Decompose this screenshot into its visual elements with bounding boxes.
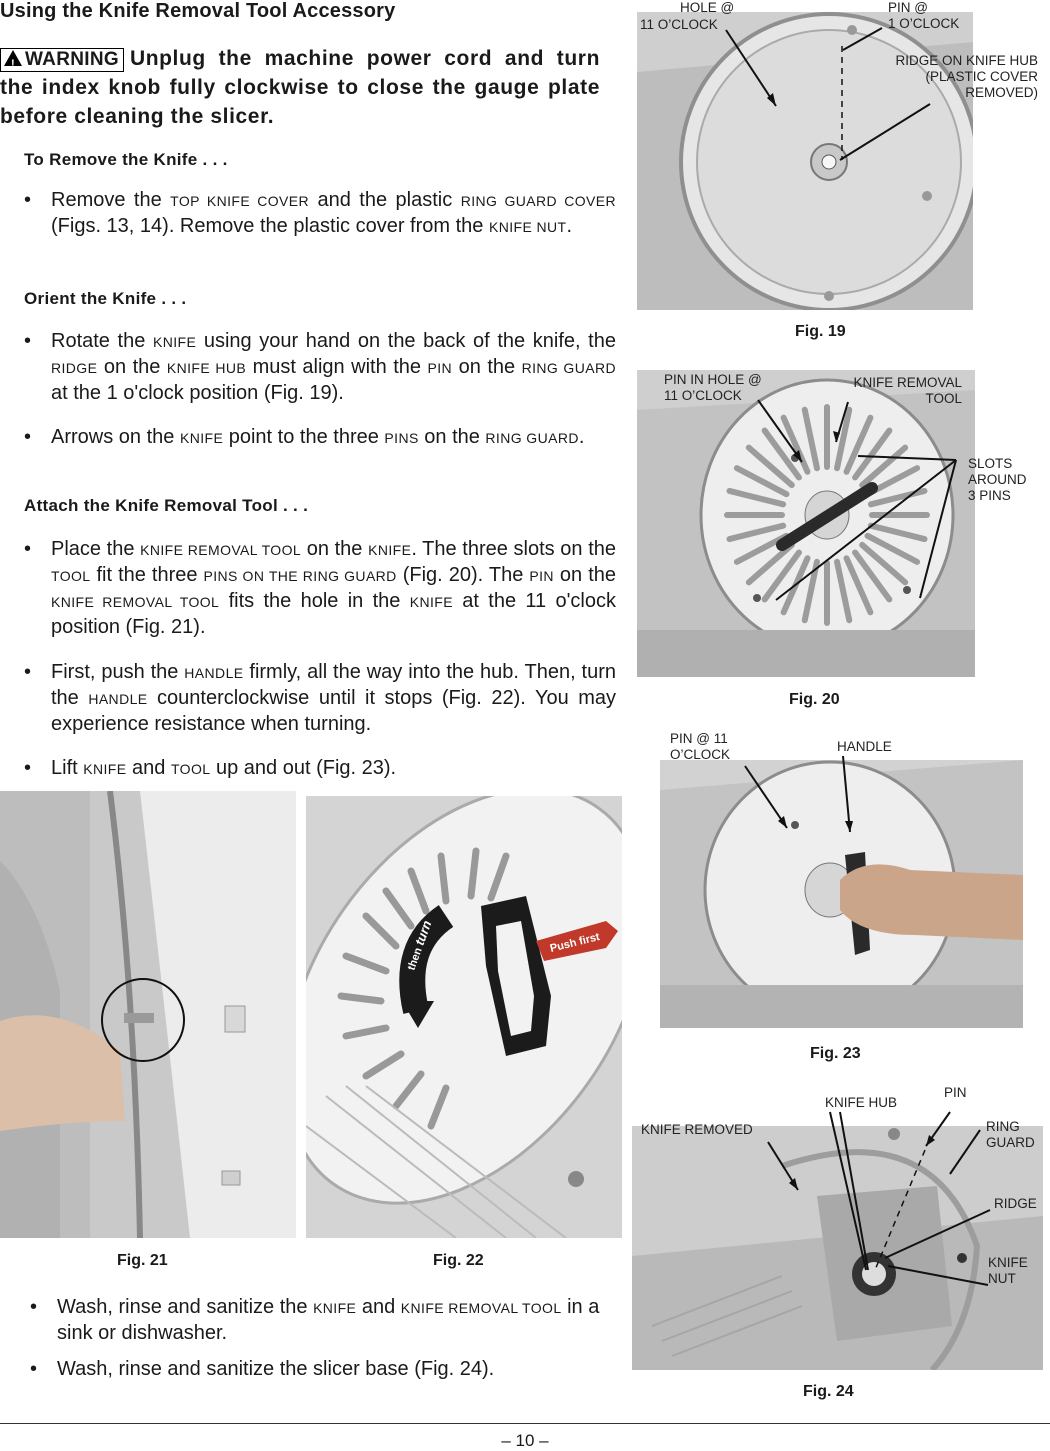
- fig24-label-pin: PIN: [944, 1085, 967, 1100]
- warning-paragraph: [0, 44, 600, 131]
- fig24-label-ridge: RIDGE: [994, 1196, 1037, 1211]
- fig20-label-pin: PIN IN HOLE @ 11 O’CLOCK: [664, 372, 762, 403]
- fig22-turn-arrow-text: then turn: [405, 918, 435, 973]
- list-item: • Place the KNIFE REMOVAL TOOL on the KNIFE. The three slots on the TOOL fit the three PINS ON THE RING GUARD (Fig. 20). The PIN on the KNIFE REMOVAL TOOL fits the hole in the KNIFE at the 11 o'clock position (Fig. 21).: [24, 538, 616, 638]
- fig19-callouts: [630, 0, 1050, 320]
- fig22-push-text: Push first: [548, 930, 601, 955]
- fig22-caption: Fig. 22: [433, 1252, 484, 1269]
- page-number: – 10 –: [501, 1431, 549, 1450]
- fig20-callouts: [630, 360, 1050, 690]
- list-item: • Rotate the KNIFE using your hand on the back of the knife, the RIDGE on the KNIFE HUB must align with the PIN on the RING GUARD at the 1 o'clock position (Fig. 19).: [24, 330, 616, 404]
- footer-divider: [0, 1423, 1050, 1424]
- heading-remove-knife: To Remove the Knife . . .: [24, 150, 228, 169]
- warning-triangle-icon: !: [4, 50, 22, 66]
- fig19-label-pin: PIN @ 1 O’CLOCK: [888, 0, 960, 31]
- list-item: • First, push the HANDLE firmly, all the way into the hub. Then, turn the HANDLE counterclockwise until it stops (Fig. 22). You may experience resistance when turning.: [24, 661, 616, 735]
- list-item: • Remove the TOP KNIFE COVER and the plastic RING GUARD COVER (Figs. 13, 14). Remove the plastic cover from the KNIFE NUT.: [24, 188, 616, 268]
- list-item: • Arrows on the KNIFE point to the three PINS on the RING GUARD.: [24, 425, 616, 480]
- bullet-wash-base: Wash, rinse and sanitize the slicer base (Fig. 24).: [57, 1358, 495, 1380]
- bullet-place-tool: Place the KNIFE REMOVAL TOOL on the KNIFE. The three slots on the TOOL fit the three PINS ON THE RING GUARD (Fig. 20). The PIN on the KNIFE REMOVAL TOOL fits the hole in the KNIFE at the 11 o'clock position (Fig. 21).: [51, 538, 616, 638]
- list-item: • Lift KNIFE and TOOL up and out (Fig. 23).: [24, 756, 616, 784]
- list-item: • Wash, rinse and sanitize the KNIFE and KNIFE REMOVAL TOOL in a sink or dishwasher.: [30, 1296, 600, 1344]
- fig24-label-knife-hub: KNIFE HUB: [825, 1095, 898, 1110]
- fig19-caption: Fig. 19: [795, 323, 846, 340]
- fig21-caption: Fig. 21: [117, 1252, 168, 1269]
- fig19-label-hole-2: 11 O’CLOCK: [640, 17, 718, 32]
- fig23-caption: Fig. 23: [810, 1045, 861, 1062]
- fig20-label-tool: KNIFE REMOVAL TOOL: [853, 375, 962, 406]
- fig24-caption: Fig. 24: [803, 1383, 854, 1400]
- fig24-label-knife-nut: KNIFE NUT: [988, 1255, 1028, 1286]
- bullet-remove-cover: Remove the TOP KNIFE COVER and the plastic RING GUARD COVER (Figs. 13, 14). Remove the plastic cover from the KNIFE NUT.: [51, 189, 616, 237]
- fig20-label-slots: SLOTS AROUND 3 PINS: [968, 456, 1027, 503]
- fig19-label-ridge: RIDGE ON KNIFE HUB (PLASTIC COVER REMOVED): [895, 53, 1038, 100]
- fig20-caption: Fig. 20: [789, 691, 840, 708]
- bullet-arrows: Arrows on the KNIFE point to the three PINS on the RING GUARD.: [51, 426, 585, 448]
- fig23-label-pin: PIN @ 11 O’CLOCK: [670, 731, 731, 762]
- heading-attach-tool: Attach the Knife Removal Tool . . .: [24, 496, 309, 515]
- heading-orient-knife: Orient the Knife . . .: [24, 289, 187, 308]
- fig24-label-ring-guard: RING GUARD: [986, 1119, 1035, 1150]
- list-item: • Wash, rinse and sanitize the slicer base (Fig. 24).: [30, 1357, 600, 1385]
- page-title: Using the Knife Removal Tool Accessory: [0, 0, 396, 22]
- fig19-label-hole: HOLE @: [680, 0, 735, 15]
- fig23-callouts: [650, 740, 1050, 1040]
- fig24-label-knife-removed: KNIFE REMOVED: [641, 1122, 753, 1137]
- bullet-push-handle: First, push the HANDLE firmly, all the way into the hub. Then, turn the HANDLE counterclockwise until it stops (Fig. 22). You may experience resistance when turning.: [51, 661, 616, 735]
- fig21-photo: [0, 791, 296, 1238]
- bullet-rotate-knife: Rotate the KNIFE using your hand on the back of the knife, the RIDGE on the KNIFE HUB must align with the PIN on the RING GUARD at the 1 o'clock position (Fig. 19).: [51, 330, 616, 404]
- warning-text: Unplug the machine power cord and turn the index knob fully clockwise to close the gauge plate before cleaning the slicer.: [0, 47, 600, 128]
- fig23-label-handle: HANDLE: [837, 739, 892, 754]
- warning-badge: ! WARNING: [0, 48, 124, 72]
- bullet-wash-knife: Wash, rinse and sanitize the KNIFE and KNIFE REMOVAL TOOL in a sink or dishwasher.: [57, 1296, 600, 1344]
- bullet-lift: Lift KNIFE and TOOL up and out (Fig. 23).: [51, 757, 397, 779]
- fig22-photo: [306, 796, 622, 1238]
